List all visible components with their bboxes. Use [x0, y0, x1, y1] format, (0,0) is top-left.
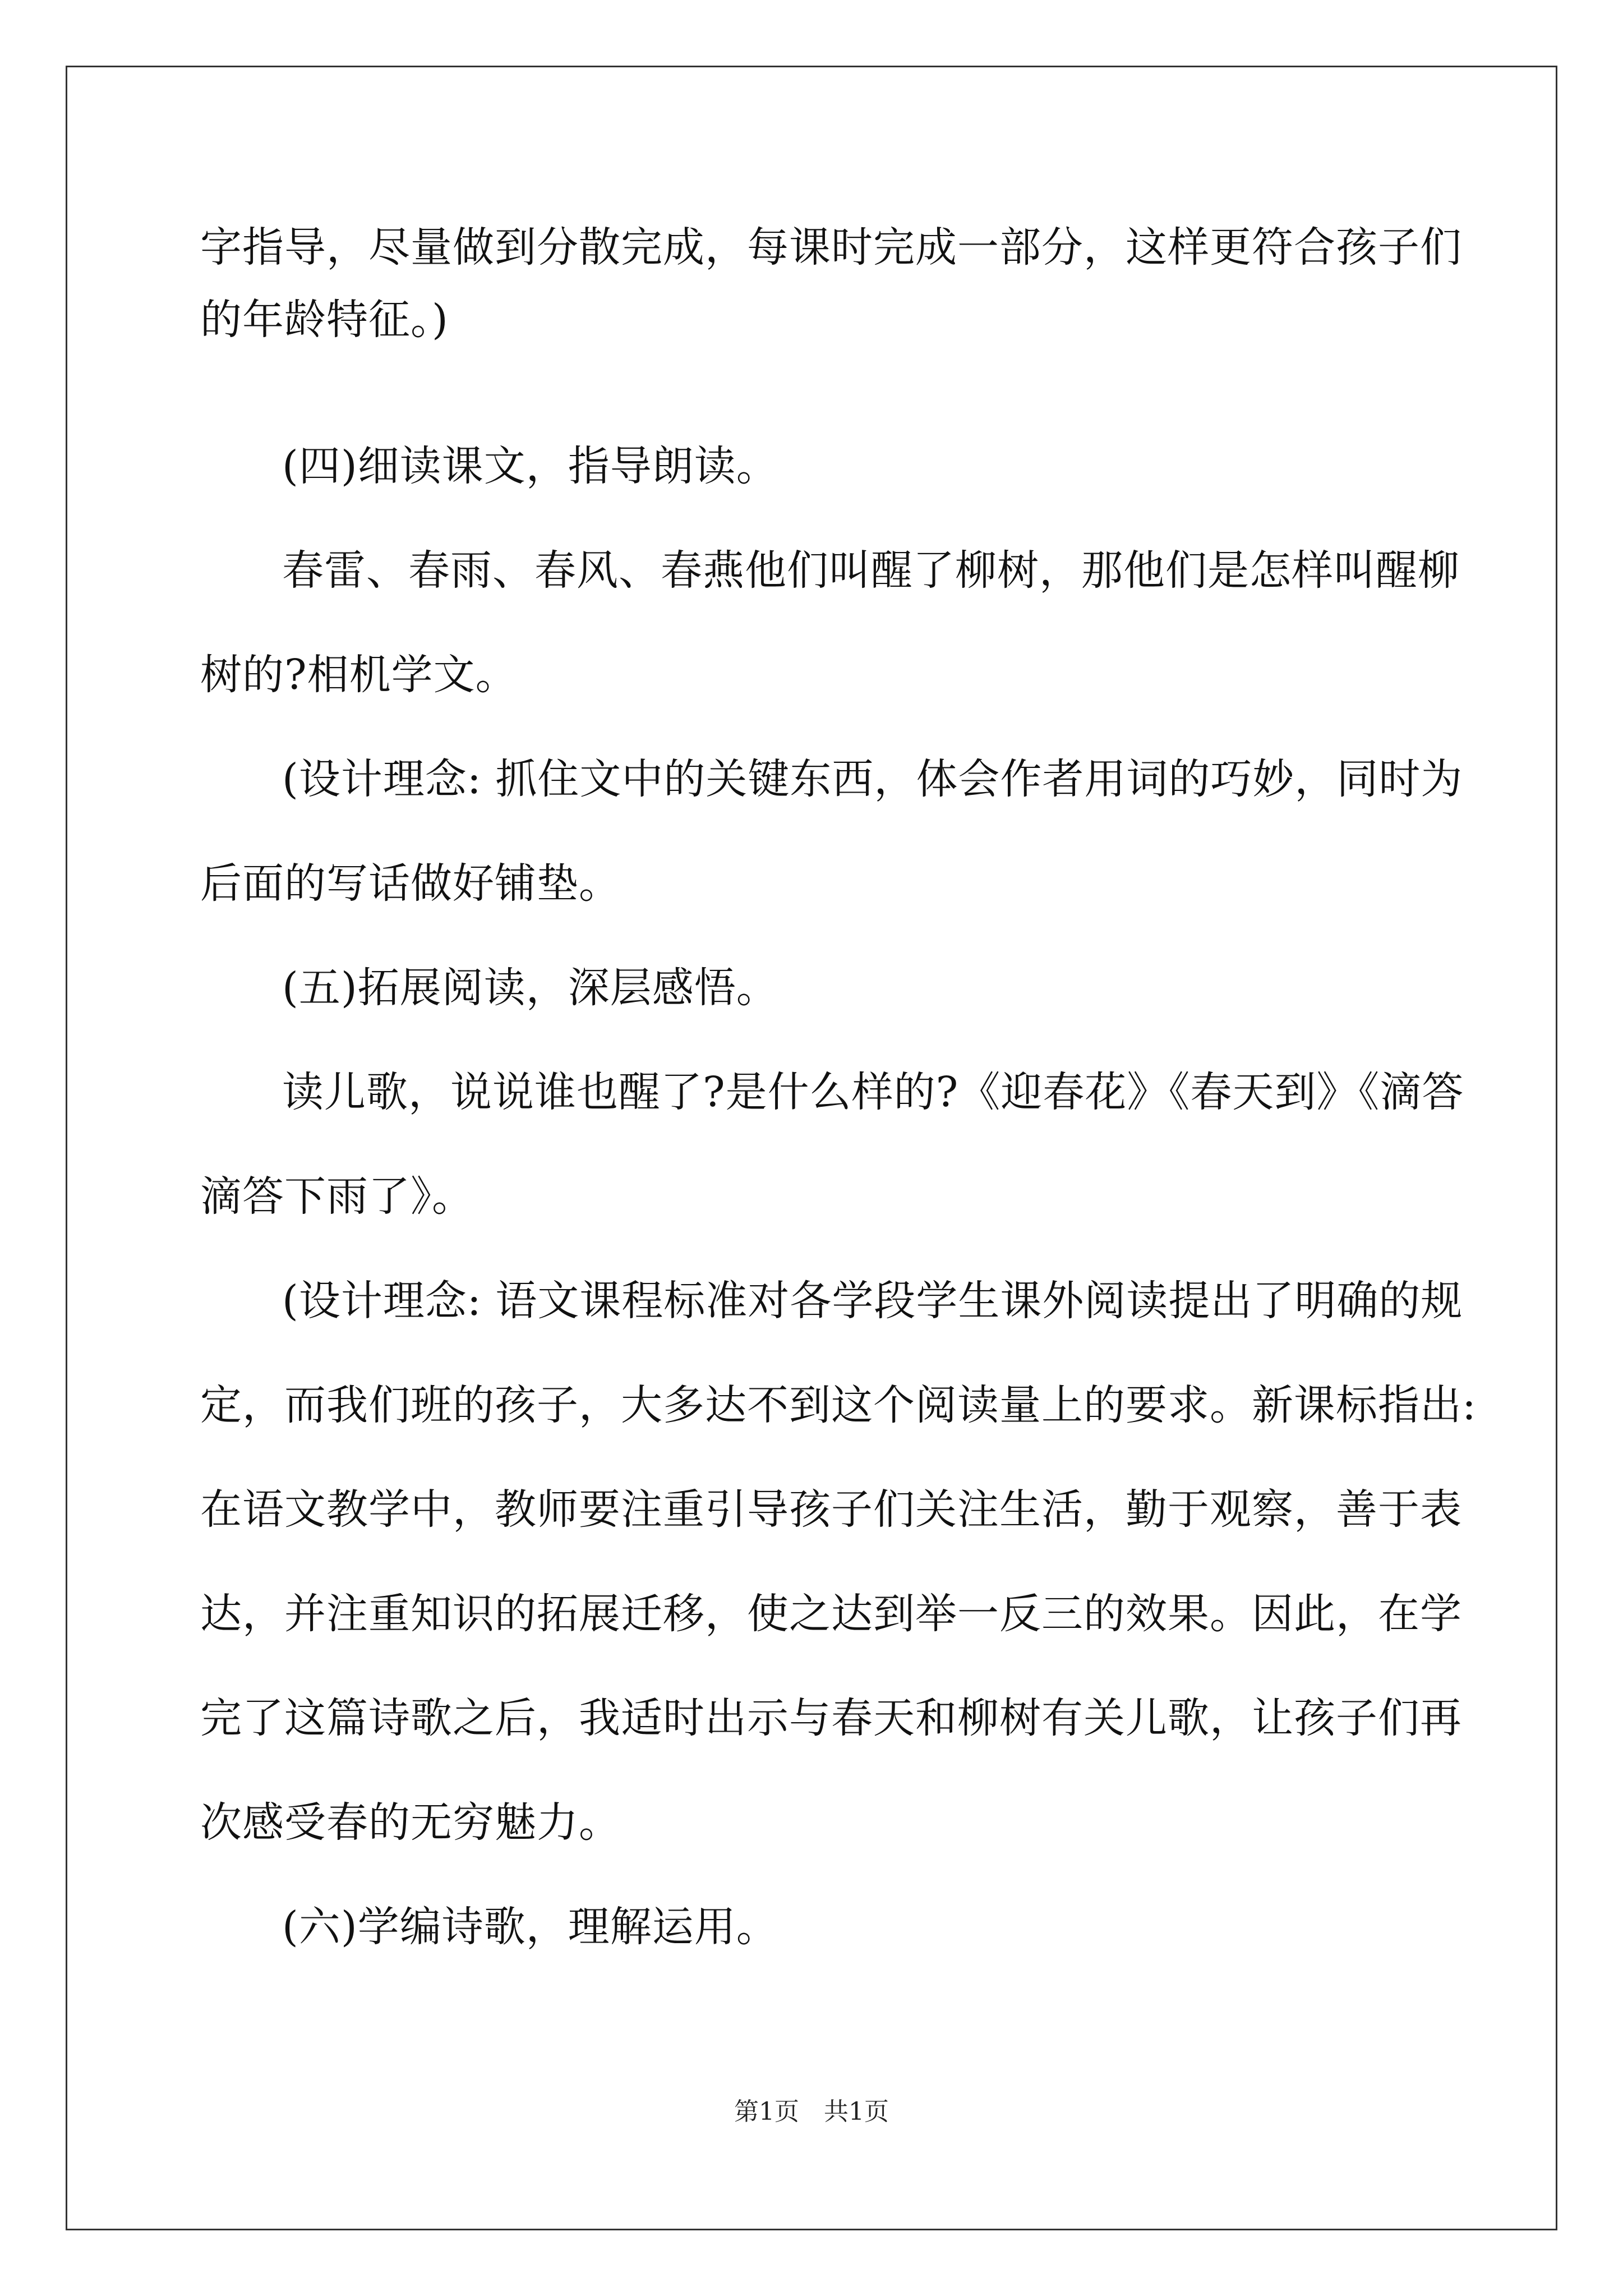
section-heading: (四)细读课文，指导朗读。 [282, 442, 778, 490]
text-line: 后面的写话做好铺垫。 [200, 859, 621, 908]
page-number-footer: 第1页 共1页 [734, 2097, 889, 2126]
text-line: 次感受春的无穷魅力。 [200, 1798, 621, 1847]
text-line: 在语文教学中，教师要注重引导孩子们关注生活，勤于观察，善于表 [200, 1485, 1462, 1534]
text-line: (设计理念: 抓住文中的关键东西，体会作者用词的巧妙，同时为 [282, 755, 1463, 803]
text-line: 的年龄特征。) [200, 296, 449, 344]
text-line: 读儿歌，说说谁也醒了?是什么样的?《迎春花》《春天到》《滴答 [282, 1068, 1464, 1116]
text-line: 滴答下雨了》。 [200, 1172, 474, 1221]
text-line: 定，而我们班的孩子，大多达不到这个阅读量上的要求。新课标指出: [200, 1381, 1477, 1429]
text-line: 完了这篇诗歌之后，我适时出示与春天和柳树有关儿歌，让孩子们再 [200, 1694, 1462, 1742]
text-line: 字指导，尽量做到分散完成，每课时完成一部分，这样更符合孩子们 [200, 223, 1462, 272]
text-line: 达，并注重知识的拓展迁移，使之达到举一反三的效果。因此，在学 [200, 1590, 1462, 1638]
section-heading: (五)拓展阅读，深层感悟。 [282, 964, 778, 1012]
text-line: (设计理念: 语文课程标准对各学段学生课外阅读提出了明确的规 [282, 1277, 1463, 1325]
section-heading: (六)学编诗歌，理解运用。 [282, 1903, 778, 1951]
text-line: 春雷、春雨、春风、春燕他们叫醒了柳树，那他们是怎样叫醒柳 [282, 546, 1460, 595]
text-line: 树的?相机学文。 [200, 651, 518, 699]
